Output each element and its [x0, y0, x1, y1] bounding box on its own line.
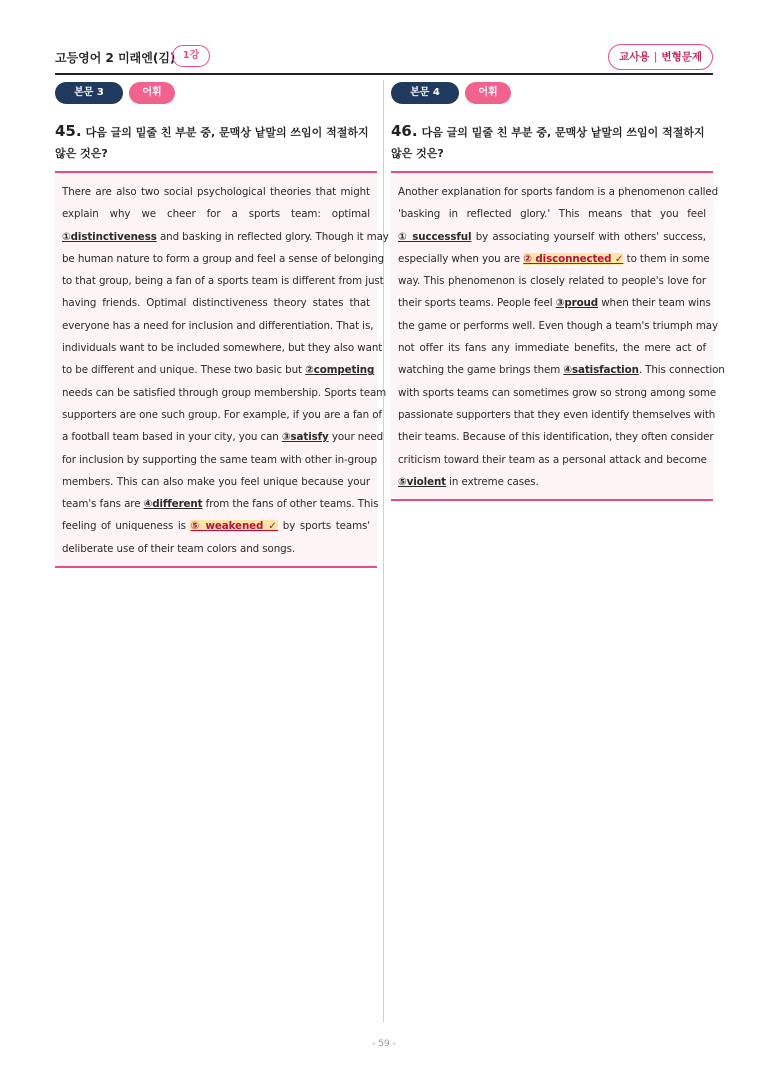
passage-line: especially when you are ② disconnected ✓ to them in some [398, 252, 710, 265]
question-46-column [391, 82, 725, 501]
underlined-option-4: ④different [143, 498, 203, 511]
passage-line: with sports teams can sometimes grow so strong among some [398, 386, 717, 399]
passage-line: ① successful by associating yourself with others' success, [398, 230, 706, 243]
vocab-tag: 어휘 [465, 82, 511, 104]
passage-bottom-rule [55, 566, 377, 568]
badge-left-text: 교사용 [619, 51, 650, 63]
passage-line: 'basking in reflected glory.' This means that you feel [398, 208, 706, 221]
underlined-option-1: ① successful [398, 230, 472, 243]
vocab-tag: 어휘 [129, 82, 175, 104]
passage-line: feeling of uniqueness is ⑤ weakened ✓ by sports teams' [62, 520, 370, 533]
underlined-option-1: ①distinctiveness [62, 230, 157, 243]
passage-box [55, 173, 389, 566]
tag-row [55, 82, 377, 104]
question-45-column [55, 82, 389, 568]
question-number: 45. [55, 122, 82, 140]
question-text: 다음 글의 밑줄 친 부분 중, 문맥상 낱말의 쓰임이 적절하지 않은 것은? [55, 126, 369, 160]
underlined-option-5: ⑤violent [398, 475, 446, 488]
passage-tag: 본문 4 [391, 82, 459, 104]
teacher-badge: 교사용 | 변형문제 [608, 44, 713, 70]
underlined-option-3: ③proud [555, 297, 599, 310]
passage-line: needs can be satisfied through group membership. Sports team [62, 386, 387, 399]
passage-line: supporters are one such group. For example, if you are a fan of [62, 408, 382, 421]
passage-line: everyone has a need for inclusion and differentiation. That is, [62, 319, 374, 332]
question-text: 다음 글의 밑줄 친 부분 중, 문맥상 낱말의 쓰임이 적절하지 않은 것은? [391, 126, 705, 160]
column-divider [383, 80, 384, 1022]
passage-line: explain why we cheer for a sports team: optimal [62, 208, 370, 221]
passage-line: a football team based in your city, you can ③satisfy your need [62, 431, 384, 444]
passage-line: their sports teams. People feel ③proud when their team wins [398, 297, 711, 310]
passage-line: their teams. Because of this identification, they often consider [398, 431, 714, 444]
passage-line: There are also two social psychological theories that might [62, 186, 370, 198]
underlined-option-2: ②competing [305, 364, 375, 377]
lesson-badge: 1강 [172, 45, 210, 67]
passage-line: Another explanation for sports fandom is a phenomenon called [398, 186, 719, 198]
underlined-option-3: ③satisfy [281, 431, 329, 444]
passage-line: watching the game brings them ④satisfaction. This connection [398, 364, 725, 377]
badge-right-text: 변형문제 [661, 51, 702, 63]
passage-bottom-rule [391, 499, 713, 501]
question-number: 46. [391, 122, 418, 140]
passage-line: criticism toward their team as a personal attack and become [398, 453, 707, 466]
passage-line: members. This can also make you feel unique because your [62, 475, 370, 488]
passage-box [391, 173, 725, 499]
passage-line: way. This phenomenon is closely related to people's love for [398, 275, 706, 288]
question-45 [55, 121, 377, 164]
book-title: 고등영어 2 미래엔(김) [55, 51, 176, 65]
passage-line: individuals want to be included somewhere, but they also want [62, 342, 383, 355]
passage-line: passionate supporters that they even identify themselves with [398, 408, 716, 421]
passage-line: not offer its fans any immediate benefits, the mere act of [398, 342, 706, 355]
passage-line: to be different and unique. These two basic but ②competing [62, 364, 375, 377]
question-46 [391, 121, 713, 164]
passage-line: having friends. Optimal distinctiveness theory states that [62, 297, 370, 310]
passage-line: ①distinctiveness and basking in reflected glory. Though it may [62, 230, 389, 243]
tag-row [391, 82, 713, 104]
page-header [55, 44, 713, 72]
passage-line: deliberate use of their team colors and songs. [62, 542, 296, 555]
passage-line: ⑤violent in extreme cases. [398, 475, 539, 488]
answer-option-5: ⑤ weakened ✓ [190, 520, 279, 533]
passage-line: team's fans are ④different from the fans of other teams. This [62, 498, 379, 511]
page-number: - 59 - [372, 1039, 396, 1049]
passage-line: to that group, being a fan of a sports team is different from just [62, 275, 384, 288]
header-rule [55, 73, 713, 75]
passage-line: for inclusion by supporting the same team with other in-group [62, 453, 378, 466]
passage-line: the game or performs well. Even though a team's triumph may [398, 319, 719, 332]
passage-line: be human nature to form a group and feel a sense of belonging [62, 252, 384, 265]
passage-tag: 본문 3 [55, 82, 123, 104]
answer-option-2: ② disconnected ✓ [523, 252, 624, 265]
underlined-option-4: ④satisfaction [563, 364, 639, 377]
